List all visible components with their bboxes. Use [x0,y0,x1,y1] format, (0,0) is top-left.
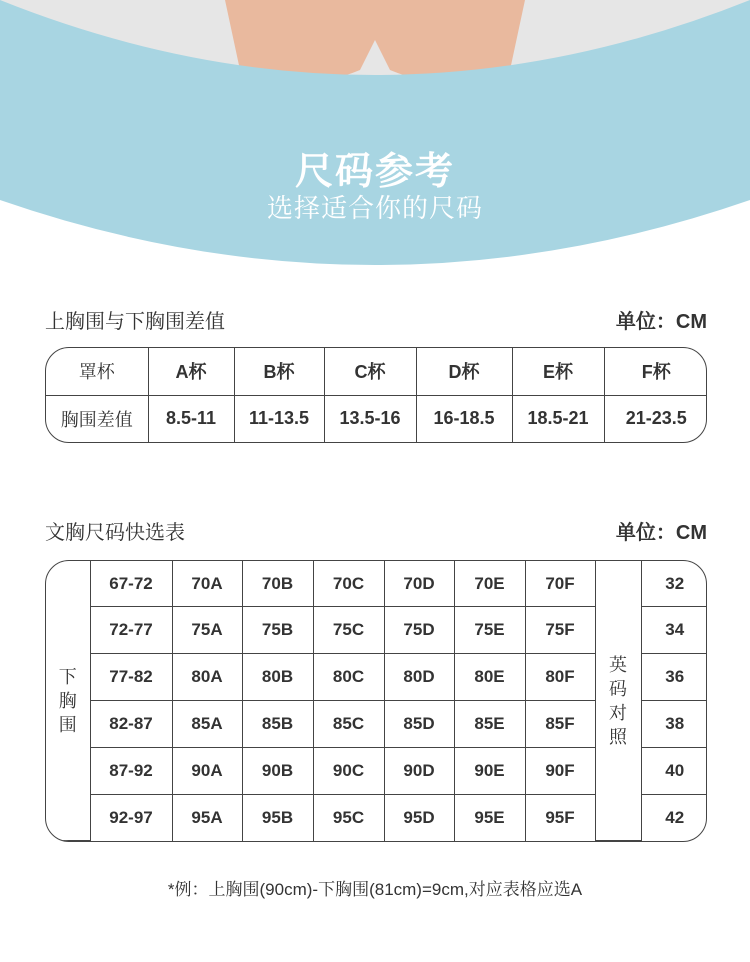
size-cell: 95C [313,795,384,841]
underbust-label-char: 胸 [58,690,77,711]
size-quick-table [45,560,707,842]
size-cell: 90E [454,748,525,795]
underbust-label-char: 下 [58,666,77,687]
size-cell: 90D [384,748,454,795]
cup-cell: B杯 [234,348,324,395]
size-cell: 90F [525,748,595,795]
hero-banner [0,0,750,290]
underbust-label [46,561,90,841]
size-cell: 70A [172,561,242,607]
diff-cell: 21-23.5 [625,408,687,429]
size-section-title: 文胸尺码快选表 [45,522,185,544]
uk-size-cell: 34 [641,607,707,654]
underbust-range-cell: 72-77 [90,607,172,654]
uk-size-label-char: 码 [609,678,627,699]
cup-row [46,348,707,395]
size-cell: 90B [242,748,313,795]
size-cell: 70F [525,561,595,607]
diff-cell: 8.5-11 [148,395,234,442]
size-cell: 85B [242,701,313,748]
size-section-header [45,516,707,546]
underbust-range-cell: 67-72 [90,561,172,607]
cup-cell: E杯 [512,348,604,395]
diff-cell: 18.5-21 [512,395,604,442]
uk-size-cell: 38 [641,701,707,748]
size-cell: 70C [313,561,384,607]
size-cell: 85F [525,701,595,748]
size-cell: 75A [172,607,242,654]
example-note: *例：上胸围(90cm)-下胸围(81cm)=9cm,对应表格应选A [167,880,583,899]
size-cell: 95E [454,795,525,841]
size-cell: 75F [525,607,595,654]
underbust-range-cell: 92-97 [90,795,172,841]
size-cell: 95B [242,795,313,841]
size-cell: 90C [313,748,384,795]
size-table-body [46,561,707,841]
size-cell: 95D [384,795,454,841]
size-cell: 80C [313,654,384,701]
cup-cell: F杯 [604,348,707,395]
size-cell: 70D [384,561,454,607]
underbust-range-cell: 87-92 [90,748,172,795]
size-cell: 80B [242,654,313,701]
size-cell: 95A [172,795,242,841]
uk-size-cell: 40 [641,748,707,795]
size-row [46,561,707,607]
cup-section-unit: 单位：CM [615,311,707,333]
cup-row-label: 罩杯 [46,348,148,395]
size-cell: 80D [384,654,454,701]
size-cell: 85A [172,701,242,748]
uk-size-label-char: 对 [609,702,627,723]
size-cell: 85C [313,701,384,748]
diff-cell: 13.5-16 [324,395,416,442]
uk-size-label [595,561,641,841]
size-cell: 85E [454,701,525,748]
cup-cell: D杯 [416,348,512,395]
underbust-range-cell: 77-82 [90,654,172,701]
size-cell: 70E [454,561,525,607]
size-cell: 95F [525,795,595,841]
cup-cell: A杯 [148,348,234,395]
diff-row-label: 胸围差值 [46,395,148,442]
uk-size-cell: 32 [641,561,707,607]
size-cell: 75D [384,607,454,654]
underbust-label-char: 围 [58,714,77,735]
uk-size-label-char: 英 [609,654,627,675]
hero-subtitle: 选择适合你的尺码 [266,193,483,223]
size-cell: 90A [172,748,242,795]
cup-section-title: 上胸围与下胸围差值 [45,311,225,333]
uk-size-cell: 36 [641,654,707,701]
hero-title: 尺码参考 [294,151,455,193]
size-cell: 75E [454,607,525,654]
size-cell: 85D [384,701,454,748]
size-cell: 80E [454,654,525,701]
size-cell: 80A [172,654,242,701]
size-cell: 70B [242,561,313,607]
cup-difference-table [45,347,707,443]
size-section-unit: 单位：CM [615,522,707,544]
uk-size-label-char: 照 [609,726,627,747]
size-cell: 75C [313,607,384,654]
size-cell: 80F [525,654,595,701]
cup-section-header [45,305,707,335]
underbust-range-cell: 82-87 [90,701,172,748]
cup-cell: C杯 [324,348,416,395]
diff-row [46,395,707,442]
diff-cell: 16-18.5 [416,395,512,442]
size-cell: 75B [242,607,313,654]
uk-size-cell: 42 [665,807,685,827]
diff-cell: 11-13.5 [234,395,324,442]
